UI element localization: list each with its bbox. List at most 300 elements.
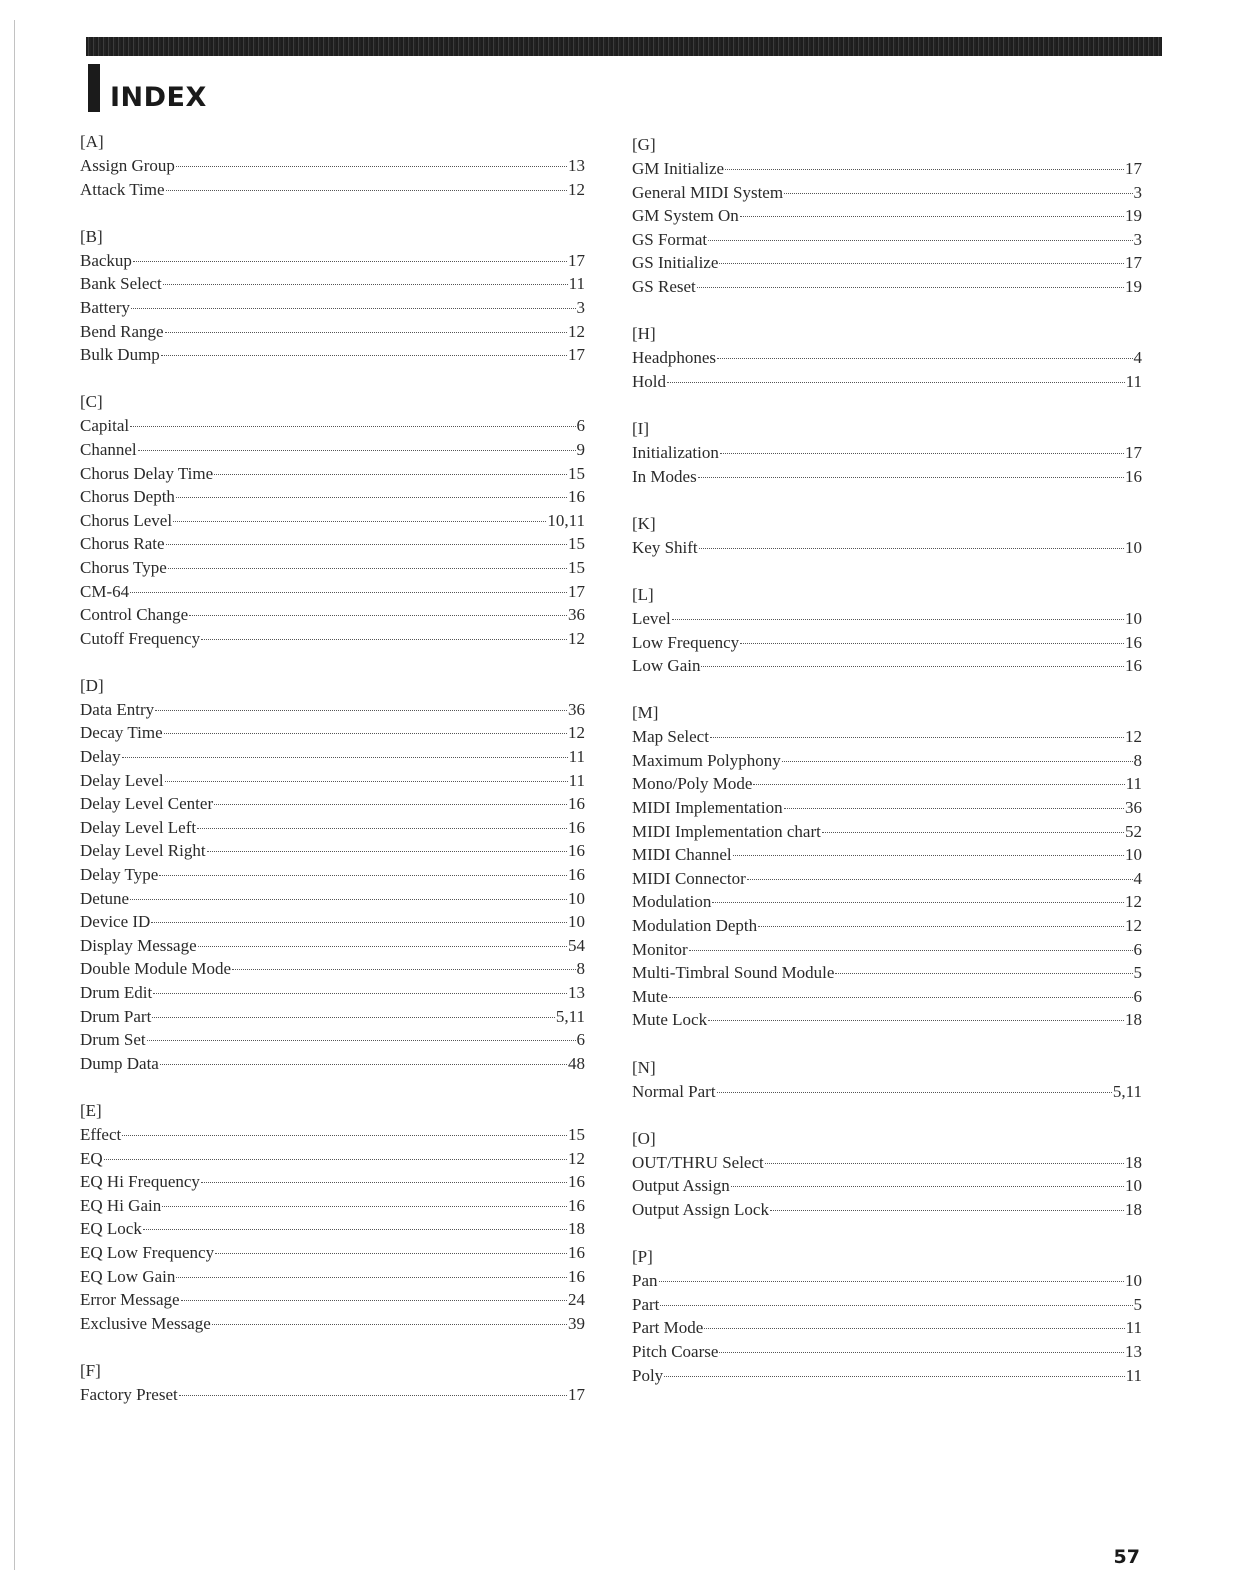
index-page-ref: 16 <box>1125 656 1142 676</box>
index-entry <box>80 438 585 462</box>
index-term: GM System On <box>632 206 739 226</box>
index-page-ref: 16 <box>568 841 585 861</box>
index-page-ref: 11 <box>568 747 585 767</box>
dot-leader <box>719 263 1124 264</box>
index-term: Factory Preset <box>80 1384 178 1404</box>
dot-leader <box>784 193 1132 194</box>
index-term: Part Mode <box>632 1318 704 1338</box>
dot-leader <box>160 1064 567 1065</box>
index-page-ref: 16 <box>568 865 585 885</box>
dot-leader <box>155 710 567 711</box>
index-entry <box>80 1194 585 1218</box>
index-entry <box>80 627 585 651</box>
index-page-ref: 52 <box>1125 821 1142 841</box>
dot-leader <box>782 761 1133 762</box>
index-term: Device ID <box>80 912 151 932</box>
dot-leader <box>717 1092 1112 1093</box>
dot-leader <box>719 1352 1124 1353</box>
section-letter-heading: [M] <box>632 703 659 723</box>
index-term: General MIDI System <box>632 182 784 202</box>
index-page-ref: 15 <box>568 534 585 554</box>
index-entry <box>632 961 1142 985</box>
index-page-ref: 6 <box>1133 986 1142 1006</box>
index-term: Initialization <box>632 442 719 462</box>
index-entry <box>80 1005 585 1029</box>
index-term: Mute Lock <box>632 1010 708 1030</box>
index-page-ref: 6 <box>1133 939 1142 959</box>
index-entry <box>632 275 1142 299</box>
index-term: EQ Low Frequency <box>80 1242 215 1262</box>
index-term: Mute <box>632 986 668 1006</box>
index-term: Modulation Depth <box>632 916 758 936</box>
index-page-ref: 5 <box>1133 1294 1142 1314</box>
index-term: GM Initialize <box>632 159 725 178</box>
dot-leader <box>152 1017 555 1018</box>
index-entry <box>632 843 1142 867</box>
dot-leader <box>104 1159 567 1160</box>
dot-leader <box>133 261 567 262</box>
index-page-ref: 5,11 <box>555 1006 585 1026</box>
index-entry <box>80 272 585 296</box>
dot-leader <box>165 332 567 333</box>
dot-leader <box>232 969 575 970</box>
index-page-ref: 12 <box>568 723 585 743</box>
index-page-ref: 13 <box>568 156 585 175</box>
index-term: Chorus Delay Time <box>80 463 214 483</box>
index-term: EQ Hi Gain <box>80 1195 162 1215</box>
section-letter-heading: [A] <box>80 132 104 151</box>
index-page-ref: 18 <box>1125 1152 1142 1172</box>
index-entry <box>80 816 585 840</box>
index-term: MIDI Connector <box>632 868 746 888</box>
index-page-ref: 12 <box>568 628 585 648</box>
index-entry <box>80 721 585 745</box>
index-entry <box>80 698 585 722</box>
dot-leader <box>689 950 1133 951</box>
index-section <box>632 701 1142 1032</box>
index-term: Double Module Mode <box>80 959 232 979</box>
index-page-ref: 19 <box>1125 276 1142 296</box>
index-page-ref: 15 <box>568 463 585 483</box>
index-column-right <box>632 133 1142 1411</box>
index-term: Delay Level Center <box>80 794 214 814</box>
index-entry <box>80 1147 585 1171</box>
index-page-ref: 11 <box>1125 774 1142 794</box>
index-term: Cutoff Frequency <box>80 628 201 648</box>
index-term: Bank Select <box>80 274 162 294</box>
index-entry <box>632 1316 1142 1340</box>
index-page-ref: 12 <box>568 1148 585 1168</box>
index-section <box>632 583 1142 678</box>
index-entry <box>80 320 585 344</box>
index-page-ref: 39 <box>568 1313 585 1333</box>
dot-leader <box>151 922 567 923</box>
index-entry <box>632 204 1142 228</box>
index-entry <box>632 1269 1142 1293</box>
index-term: Output Assign Lock <box>632 1199 769 1219</box>
page-title: INDEX <box>110 82 207 113</box>
index-entry <box>80 1052 585 1076</box>
section-letter-heading: [D] <box>80 675 104 695</box>
index-page-ref: 18 <box>568 1219 585 1239</box>
section-letter-heading: [B] <box>80 226 103 246</box>
index-entry <box>632 1340 1142 1364</box>
dot-leader <box>770 1210 1124 1211</box>
dot-leader <box>176 497 567 498</box>
dot-leader <box>159 875 567 876</box>
dot-leader <box>740 643 1124 644</box>
index-term: Delay Level <box>80 770 164 790</box>
dot-leader <box>164 733 567 734</box>
dot-leader <box>667 382 1125 383</box>
dot-leader <box>725 169 1124 170</box>
section-letter-heading: [C] <box>80 392 103 412</box>
index-entry <box>80 887 585 911</box>
index-page-ref: 16 <box>568 487 585 507</box>
index-term: Data Entry <box>80 699 155 719</box>
dot-leader <box>669 997 1133 998</box>
index-entry <box>632 938 1142 962</box>
dot-leader <box>664 1376 1124 1377</box>
index-page-ref: 16 <box>568 817 585 837</box>
index-term: Control Change <box>80 605 189 625</box>
index-entry <box>632 796 1142 820</box>
index-term: GS Reset <box>632 276 696 296</box>
dot-leader <box>720 453 1124 454</box>
dot-leader <box>708 1020 1124 1021</box>
index-entry <box>632 465 1142 489</box>
dot-leader <box>731 1186 1124 1187</box>
index-entry <box>80 343 585 367</box>
index-page-ref: 12 <box>1125 916 1142 936</box>
index-section <box>632 1245 1142 1387</box>
index-term: Drum Part <box>80 1006 152 1026</box>
index-term: Exclusive Message <box>80 1313 211 1333</box>
dot-leader <box>717 358 1132 359</box>
index-page-ref: 4 <box>1133 868 1142 888</box>
index-term: Output Assign <box>632 1176 730 1196</box>
dot-leader <box>165 781 568 782</box>
index-term: Low Gain <box>632 656 701 676</box>
index-entry <box>632 1080 1142 1104</box>
index-page-ref: 15 <box>568 1124 585 1144</box>
index-entry <box>632 228 1142 252</box>
section-letter-heading: [O] <box>632 1128 656 1148</box>
index-term: Modulation <box>632 892 712 912</box>
index-section <box>80 130 585 201</box>
index-entry <box>632 536 1142 560</box>
index-page-ref: 17 <box>568 345 585 365</box>
index-entry <box>632 607 1142 631</box>
index-term: Chorus Rate <box>80 534 165 554</box>
index-entry <box>632 370 1142 394</box>
index-term: Headphones <box>632 348 717 368</box>
index-page-ref: 5 <box>1133 963 1142 983</box>
index-entry <box>80 1217 585 1241</box>
dot-leader <box>201 639 567 640</box>
index-page-ref: 11 <box>1125 1365 1142 1385</box>
section-letter-heading: [I] <box>632 418 649 438</box>
index-term: Delay Level Right <box>80 841 206 861</box>
dot-leader <box>758 926 1124 927</box>
index-page-ref: 10 <box>1125 537 1142 557</box>
index-entry <box>80 1028 585 1052</box>
index-page-ref: 4 <box>1133 348 1142 368</box>
index-term: Drum Edit <box>80 983 153 1002</box>
index-entry <box>80 1383 585 1407</box>
index-page-ref: 11 <box>568 770 585 790</box>
dot-leader <box>697 287 1124 288</box>
section-letter-heading: [N] <box>632 1057 656 1077</box>
index-page-ref: 6 <box>576 416 585 436</box>
index-page-ref: 16 <box>568 1195 585 1215</box>
index-page-ref: 24 <box>568 1290 585 1310</box>
index-page-ref: 17 <box>568 1384 585 1404</box>
index-term: Multi-Timbral Sound Module <box>632 963 835 983</box>
index-term: Hold <box>632 371 666 391</box>
index-section <box>632 1127 1142 1222</box>
index-term: Dump Data <box>80 1053 159 1073</box>
index-page-ref: 18 <box>1125 1199 1142 1219</box>
index-term: Assign Group <box>80 156 175 175</box>
index-entry <box>632 631 1142 655</box>
index-entry <box>80 934 585 958</box>
section-letter-heading: [H] <box>632 324 656 344</box>
dot-leader <box>176 1277 567 1278</box>
index-entry <box>80 1288 585 1312</box>
index-page-ref: 17 <box>1125 159 1142 178</box>
dot-leader <box>660 1305 1132 1306</box>
index-page-ref: 12 <box>568 179 585 199</box>
index-page-ref: 36 <box>568 605 585 625</box>
index-entry <box>80 745 585 769</box>
index-term: CM-64 <box>80 581 130 601</box>
dot-leader <box>215 1253 567 1254</box>
section-letter-heading: [E] <box>80 1100 102 1120</box>
dot-leader <box>708 240 1132 241</box>
index-section <box>632 417 1142 488</box>
dot-leader <box>122 757 568 758</box>
index-entry <box>80 414 585 438</box>
index-term: Bend Range <box>80 321 164 341</box>
index-entry <box>80 863 585 887</box>
dot-leader <box>659 1281 1125 1282</box>
dot-leader <box>138 450 576 451</box>
index-section <box>80 390 585 650</box>
index-term: Pitch Coarse <box>632 1341 719 1361</box>
index-section <box>80 225 585 367</box>
index-term: Maximum Polyphony <box>632 750 781 770</box>
section-letter-heading: [P] <box>632 1247 653 1267</box>
index-page-ref: 17 <box>568 581 585 601</box>
dot-leader <box>672 619 1124 620</box>
dot-leader <box>131 308 575 309</box>
index-term: Low Frequency <box>632 632 740 652</box>
title-bar-marker <box>88 64 100 112</box>
index-page-ref: 16 <box>568 1266 585 1286</box>
index-page-ref: 16 <box>568 1172 585 1192</box>
dot-leader <box>207 851 567 852</box>
index-entry <box>80 981 585 1005</box>
index-term: EQ Hi Frequency <box>80 1172 200 1192</box>
dot-leader <box>143 1229 567 1230</box>
index-term: Display Message <box>80 935 197 955</box>
index-entry <box>80 769 585 793</box>
dot-leader <box>198 946 567 947</box>
index-entry <box>80 1241 585 1265</box>
index-entry <box>632 1293 1142 1317</box>
dot-leader <box>147 1040 576 1041</box>
index-entry <box>632 1151 1142 1175</box>
index-page-ref: 12 <box>1125 727 1142 747</box>
index-term: Attack Time <box>80 179 165 199</box>
index-entry <box>632 749 1142 773</box>
index-page-ref: 10,11 <box>547 510 585 530</box>
dot-leader <box>753 784 1124 785</box>
dot-leader <box>835 973 1132 974</box>
index-term: Chorus Level <box>80 510 173 530</box>
index-term: In Modes <box>632 466 697 486</box>
index-page-ref: 12 <box>568 321 585 341</box>
index-section <box>632 133 1142 299</box>
index-term: Detune <box>80 888 130 908</box>
index-entry <box>80 249 585 273</box>
index-entry <box>80 485 585 509</box>
index-entry <box>632 181 1142 205</box>
index-entry <box>632 157 1142 181</box>
index-term: Error Message <box>80 1290 180 1310</box>
dot-leader <box>176 166 567 167</box>
index-term: MIDI Channel <box>632 845 732 865</box>
index-page-ref: 12 <box>1125 892 1142 912</box>
index-term: GS Initialize <box>632 253 719 273</box>
index-page-ref: 8 <box>576 959 585 979</box>
header-rule <box>86 37 1162 56</box>
index-term: Key Shift <box>632 537 698 557</box>
dot-leader <box>822 832 1124 833</box>
dot-leader <box>710 737 1124 738</box>
dot-leader <box>701 666 1124 667</box>
index-term: Battery <box>80 297 131 317</box>
index-page-ref: 54 <box>568 935 585 955</box>
index-entry <box>632 914 1142 938</box>
index-entry <box>632 441 1142 465</box>
index-section <box>632 1056 1142 1104</box>
index-term: EQ <box>80 1148 103 1168</box>
index-term: MIDI Implementation <box>632 798 783 818</box>
index-term: Decay Time <box>80 723 163 743</box>
index-section <box>80 1099 585 1335</box>
index-page-ref: 13 <box>1125 1341 1142 1361</box>
index-entry <box>80 580 585 604</box>
index-page-ref: 15 <box>568 557 585 577</box>
dot-leader <box>747 879 1133 880</box>
dot-leader <box>784 808 1124 809</box>
index-term: Pan <box>632 1271 658 1291</box>
index-entry <box>80 178 585 202</box>
index-term: Delay Level Left <box>80 817 197 837</box>
index-page-ref: 10 <box>568 888 585 908</box>
index-page-ref: 36 <box>1125 798 1142 818</box>
index-page-ref: 16 <box>1125 466 1142 486</box>
dot-leader <box>765 1163 1124 1164</box>
index-entry <box>80 509 585 533</box>
index-term: EQ Lock <box>80 1219 142 1239</box>
index-term: Effect <box>80 1124 122 1144</box>
index-section <box>80 674 585 1076</box>
index-entry <box>80 1312 585 1336</box>
index-entry <box>632 1364 1142 1388</box>
index-entry <box>632 654 1142 678</box>
index-page-ref: 16 <box>1125 632 1142 652</box>
index-term: Chorus Type <box>80 557 167 577</box>
index-entry <box>632 346 1142 370</box>
index-term: Normal Part <box>632 1081 716 1101</box>
dot-leader <box>179 1395 567 1396</box>
dot-leader <box>212 1324 567 1325</box>
index-entry <box>80 154 585 178</box>
dot-leader <box>130 592 567 593</box>
index-entry <box>632 251 1142 275</box>
index-section <box>632 322 1142 393</box>
index-section <box>632 512 1142 560</box>
index-entry <box>80 1123 585 1147</box>
dot-leader <box>162 1206 567 1207</box>
index-term: Capital <box>80 416 130 436</box>
index-page-ref: 10 <box>568 912 585 932</box>
section-letter-heading: [K] <box>632 513 656 533</box>
index-term: Backup <box>80 250 132 270</box>
index-page-ref: 10 <box>1125 845 1142 865</box>
dot-leader <box>168 568 567 569</box>
index-term: GS Format <box>632 229 708 249</box>
index-entry <box>632 772 1142 796</box>
page-number: 57 <box>1113 1546 1140 1568</box>
index-entry <box>632 985 1142 1009</box>
index-entry <box>632 725 1142 749</box>
index-page-ref: 16 <box>568 794 585 814</box>
index-entry <box>632 867 1142 891</box>
index-page-ref: 3 <box>1133 229 1142 249</box>
index-page-ref: 10 <box>1125 608 1142 628</box>
index-page-ref: 17 <box>568 250 585 270</box>
index-entry <box>632 1008 1142 1032</box>
section-letter-heading: [L] <box>632 584 654 604</box>
dot-leader <box>214 804 567 805</box>
index-page-ref: 3 <box>576 297 585 317</box>
dot-leader <box>173 521 546 522</box>
dot-leader <box>163 284 568 285</box>
dot-leader <box>161 355 567 356</box>
index-column-left <box>80 130 585 1430</box>
index-entry <box>632 820 1142 844</box>
index-page-ref: 17 <box>1125 442 1142 462</box>
index-entry <box>632 890 1142 914</box>
index-page-ref: 9 <box>576 439 585 459</box>
index-entry <box>80 839 585 863</box>
index-entry <box>80 532 585 556</box>
index-page-ref: 5,11 <box>1112 1081 1142 1101</box>
dot-leader <box>181 1300 567 1301</box>
index-term: Map Select <box>632 727 709 747</box>
index-page-ref: 16 <box>568 1242 585 1262</box>
index-page-ref: 17 <box>1125 253 1142 273</box>
index-page-ref: 11 <box>1125 1318 1142 1338</box>
index-page-ref: 36 <box>568 699 585 719</box>
index-term: OUT/THRU Select <box>632 1152 764 1172</box>
index-page-ref: 6 <box>576 1030 585 1050</box>
index-entry <box>80 603 585 627</box>
